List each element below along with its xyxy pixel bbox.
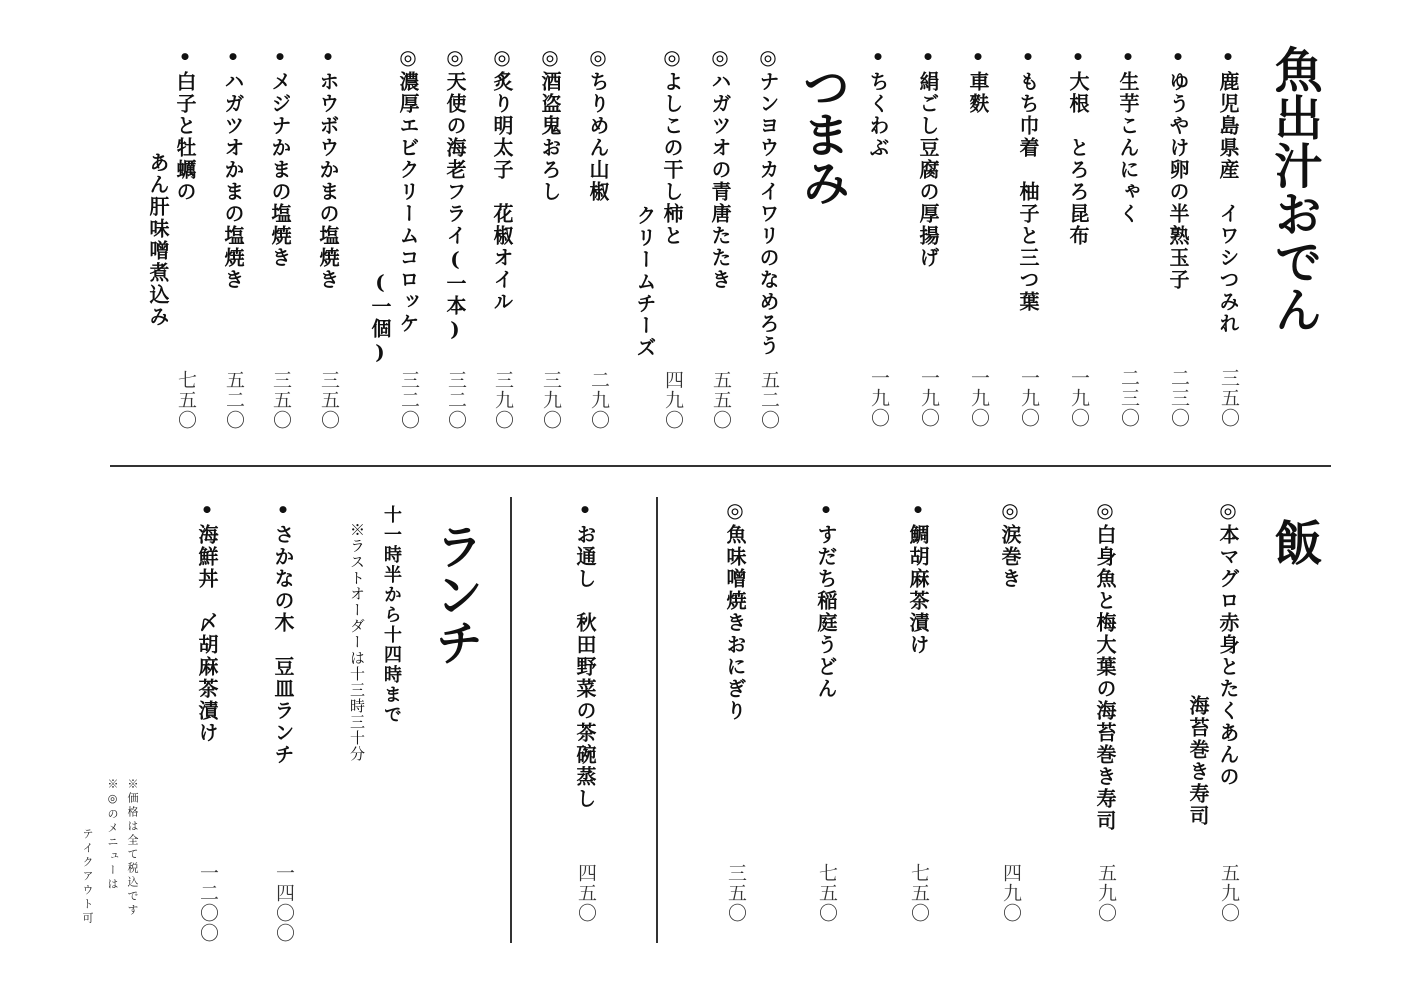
lunch-hours: 十一時半から十四時まで (381, 505, 402, 725)
menu-item-continued: クリームチーズ (633, 205, 657, 359)
price: 三二〇 (398, 370, 420, 430)
price: 三二〇 (445, 370, 467, 430)
price: 三五〇 (318, 370, 340, 430)
menu-item: •ハガツオかまの塩焼き (221, 45, 245, 291)
menu-item: •海鮮丼 〆胡麻茶漬け (195, 498, 219, 744)
menu-item: ◎涙巻き (998, 498, 1022, 590)
menu-item: •白子と牡蠣の (173, 45, 197, 203)
price: 三五〇 (270, 370, 292, 430)
menu-item: •絹ごし豆腐の厚揚げ (916, 45, 940, 269)
price: 一九〇 (1018, 368, 1040, 428)
lunch-title: ランチ (427, 522, 483, 666)
price: 一九〇 (1068, 368, 1090, 428)
menu-item: ◎魚味噌焼きおにぎり (723, 498, 747, 722)
menu-item: ◎炙り明太子 花椒オイル (490, 45, 514, 313)
menu-item: •もち巾着 柚子と三つ葉 (1016, 45, 1040, 313)
menu-item-continued: 海苔巻き寿司 (1186, 695, 1210, 827)
tax-note: ※価格は全て税込です (126, 778, 139, 918)
section-divider (110, 465, 1331, 467)
price: 五九〇 (1095, 863, 1117, 923)
column-divider (656, 497, 658, 943)
price: 三九〇 (540, 370, 562, 430)
menu-item: ◎よしこの干し柿と (660, 45, 684, 247)
menu-item: ◎濃厚エビクリームコロッケ (396, 45, 420, 335)
meshi-title: 飯 (1266, 518, 1322, 566)
price: 七五〇 (175, 370, 197, 430)
price: 一四〇〇 (273, 863, 295, 943)
price: 一九〇 (868, 368, 890, 428)
takeout-note: ※◎のメニューは (106, 778, 119, 892)
price: 三五〇 (1218, 368, 1240, 428)
price: 一九〇 (968, 368, 990, 428)
price: 五二〇 (223, 370, 245, 430)
price: 七五〇 (908, 863, 930, 923)
tsumami-title: つまみ (794, 62, 850, 206)
price: 二三〇 (1168, 368, 1190, 428)
menu-item: •車麩 (966, 45, 990, 115)
price: 七五〇 (816, 863, 838, 923)
menu-item: ◎天使の海老フライ(一本) (443, 45, 467, 343)
menu-item: •メジナかまの塩焼き (268, 45, 292, 269)
menu-item: ◎本マグロ赤身とたくあんの (1216, 498, 1240, 788)
menu-item: ◎酒盗鬼おろし (538, 45, 562, 203)
column-divider (510, 497, 512, 943)
price: 五二〇 (758, 370, 780, 430)
price: 一九〇 (918, 368, 940, 428)
menu-item: •ホウボウかまの塩焼き (316, 45, 340, 291)
price: 二三〇 (1118, 368, 1140, 428)
price: 三五〇 (725, 863, 747, 923)
price: 五九〇 (1218, 863, 1240, 923)
menu-item: •鯛胡麻茶漬け (906, 498, 930, 656)
menu-item-continued: あん肝味噌煮込み (146, 152, 170, 328)
price: 一二〇〇 (197, 863, 219, 943)
menu-item-continued: (一個) (368, 270, 392, 366)
otoshi-item: •お通し 秋田野菜の茶碗蒸し (573, 498, 597, 810)
price: 五五〇 (710, 370, 732, 430)
price: 二九〇 (588, 370, 610, 430)
lunch-last-order: ※ラストオーダーは十三時三十分 (348, 522, 366, 762)
menu-item: ◎ナンヨウカイワリのなめろう (756, 45, 780, 357)
price: 三九〇 (492, 370, 514, 430)
oden-title: 魚出汁おでん (1266, 45, 1322, 333)
takeout-note-continued: テイクアウト可 (81, 828, 94, 926)
menu-item: ◎ちりめん山椒 (586, 45, 610, 203)
menu-item: •すだち稲庭うどん (814, 498, 838, 700)
price: 四九〇 (662, 370, 684, 430)
menu-item: ◎白身魚と梅大葉の海苔巻き寿司 (1093, 498, 1117, 832)
menu-item: •ゆうやけ卵の半熟玉子 (1166, 45, 1190, 291)
menu-item: •さかなの木 豆皿ランチ (271, 498, 295, 766)
price: 四九〇 (1000, 863, 1022, 923)
menu-item: •鹿児島県産 イワシつみれ (1216, 45, 1240, 335)
menu-item: •生芋こんにゃく (1116, 45, 1140, 225)
menu-item: •ちくわぶ (866, 45, 890, 159)
menu-item: ◎ハガツオの青唐たたき (708, 45, 732, 291)
price: 四五〇 (575, 863, 597, 923)
menu-item: •大根 とろろ昆布 (1066, 45, 1090, 247)
